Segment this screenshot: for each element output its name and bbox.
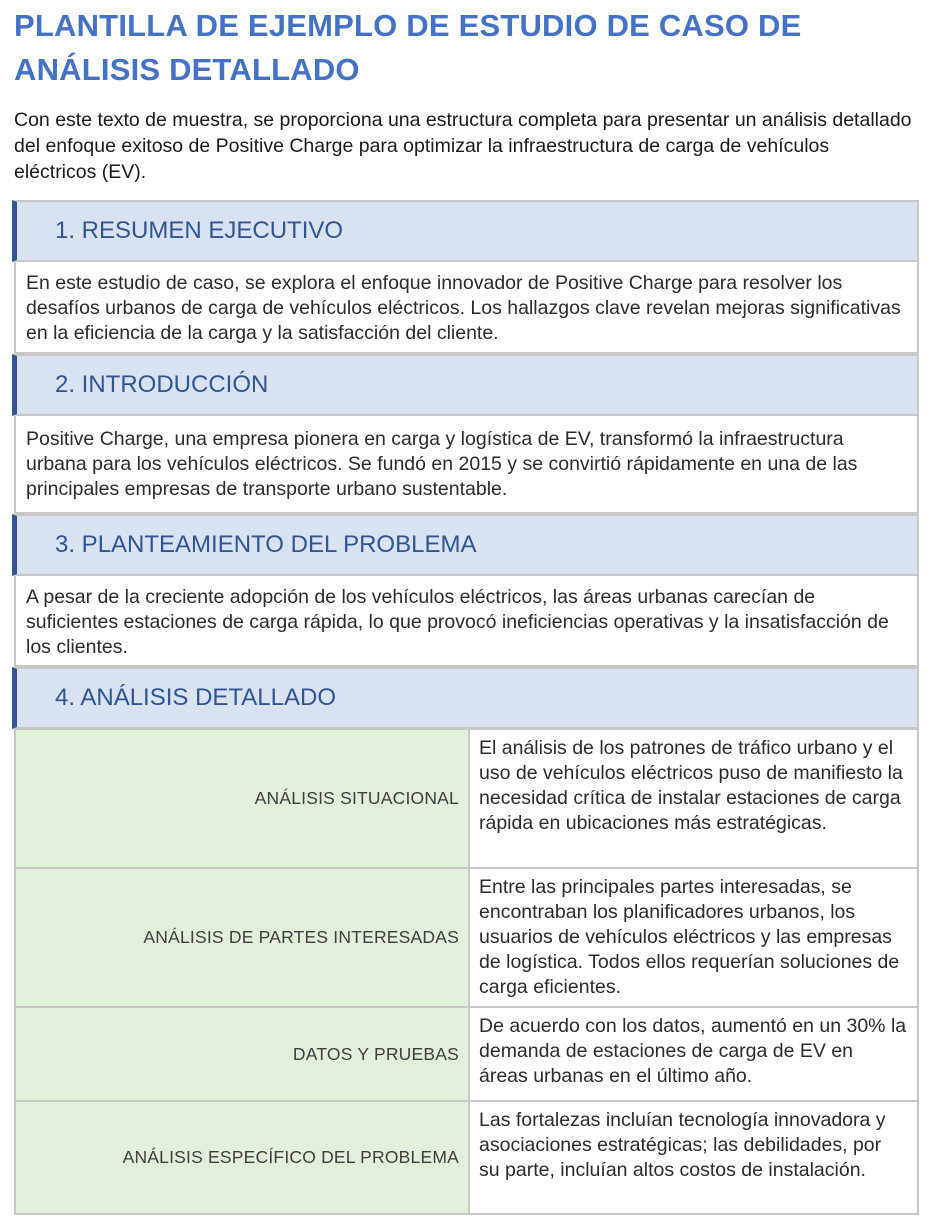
title-line-1: PLANTILLA DE EJEMPLO DE ESTUDIO DE CASO DE xyxy=(14,8,802,43)
section-header-planteamiento-del-problema xyxy=(12,514,919,576)
section-header-introduccion xyxy=(12,354,919,416)
table-row xyxy=(15,868,918,1007)
section-body-resumen-ejecutivo: En este estudio de caso, se explora el enfoque innovador de Positive Charge para resolver los desafíos urbanos de carga de vehículos eléctricos. Los hallazgos clave revelan mejoras significativas en la eficiencia de la carga y la satisfacción del cliente. xyxy=(14,262,919,354)
analysis-row-text: Las fortalezas incluían tecnología innovadora y asociaciones estratégicas; las debilidades, por su parte, incluían altos costos de instalación. xyxy=(469,1101,918,1214)
analysis-row-label: ANÁLISIS DE PARTES INTERESADAS xyxy=(15,868,469,1007)
analysis-row-text: El análisis de los patrones de tráfico urbano y el uso de vehículos eléctricos puso de manifiesto la necesidad crítica de instalar estaciones de carga rápida en ubicaciones más estratégicas. xyxy=(469,729,918,868)
analysis-row-label: ANÁLISIS SITUACIONAL xyxy=(15,729,469,868)
section-heading: 2. INTRODUCCIÓN xyxy=(55,371,269,398)
intro-paragraph: Con este texto de muestra, se proporciona una estructura completa para presentar un análisis detallado del enfoque exitoso de Positive Charge para optimizar la infraestructura de carga de vehículos eléctricos (EV). xyxy=(14,109,912,183)
title-line-2: ANÁLISIS DETALLADO xyxy=(14,52,360,87)
analysis-table xyxy=(14,728,919,1215)
section-heading: 4. ANÁLISIS DETALLADO xyxy=(55,684,337,711)
section-body-introduccion: Positive Charge, una empresa pionera en carga y logística de EV, transformó la infraestructura urbana para los vehículos eléctricos. Se fundó en 2015 y se convirtió rápidamente en una de las principales empresas de transporte urbano sustentable. xyxy=(14,416,919,514)
analysis-row-text: Entre las principales partes interesadas, se encontraban los planificadores urbanos, los usuarios de vehículos eléctricos y las empresas de logística. Todos ellos requerían soluciones de carga eficientes. xyxy=(469,868,918,1007)
table-row xyxy=(15,1007,918,1101)
section-header-analisis-detallado xyxy=(12,667,919,729)
section-body-planteamiento-del-problema: A pesar de la creciente adopción de los vehículos eléctricos, las áreas urbanas carecían de suficientes estaciones de carga rápida, lo que provocó ineficiencias operativas y la insatisfacción de los clientes. xyxy=(14,576,919,667)
analysis-row-label: DATOS Y PRUEBAS xyxy=(15,1007,469,1101)
document-title xyxy=(14,4,914,92)
section-header-resumen-ejecutivo xyxy=(12,200,919,262)
table-row xyxy=(15,729,918,868)
analysis-row-label: ANÁLISIS ESPECÍFICO DEL PROBLEMA xyxy=(15,1101,469,1214)
section-heading: 1. RESUMEN EJECUTIVO xyxy=(55,217,344,244)
section-heading: 3. PLANTEAMIENTO DEL PROBLEMA xyxy=(55,531,477,558)
analysis-row-text: De acuerdo con los datos, aumentó en un 30% la demanda de estaciones de carga de EV en áreas urbanas en el último año. xyxy=(469,1007,918,1101)
table-row xyxy=(15,1101,918,1214)
